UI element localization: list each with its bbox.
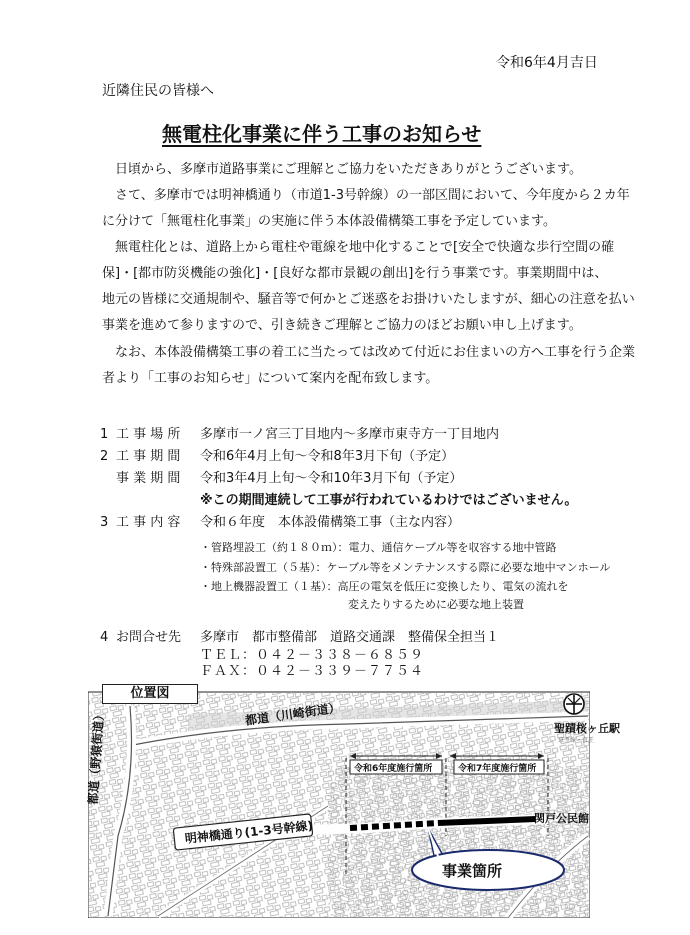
item-2b-label: 事 業 期 間 <box>116 471 181 486</box>
issue-date: 令和6年4月吉日 <box>496 55 598 71</box>
item-4-number: 4 <box>100 630 109 645</box>
item-2-label: 工 事 期 間 <box>116 449 181 464</box>
paragraph-line: さて、多摩市では明神橋通り（市道1-3号幹線）の一部区間において、今年度から２カ年 <box>115 188 630 203</box>
item-1-value: 多摩市一ノ宮三丁目地内～多摩市東寺方一丁目地内 <box>200 427 500 442</box>
period-note: ※この期間連続して工事が行われているわけではございません。 <box>200 493 578 508</box>
phase-label-r7: 令和7年度施行箇所 <box>458 764 537 774</box>
paragraph-line: 日頃から、多摩市道路事業にご理解とご協力をいただきありがとうございます。 <box>115 162 582 177</box>
route-section-r7 <box>438 819 536 823</box>
road-label-kawasaki: 都道（川崎街道） <box>244 700 342 728</box>
paragraph-1 <box>102 157 602 183</box>
contact-fax: ＦＡＸ：０４２－３３９－７７５４ <box>200 664 425 679</box>
item-2-value: 令和6年4月上旬～令和8年3月下旬（予定） <box>200 449 455 464</box>
station-label: 聖蹟桜ヶ丘駅 <box>554 722 620 735</box>
paragraph-3 <box>102 235 635 339</box>
paragraph-line: 無電柱化とは、道路上から電柱や電線を地中化することで[安全で快適な歩行空間の確 <box>115 240 615 255</box>
work-item-ground-equipment-cont: 変えたりするために必要な地上装置 <box>348 598 524 611</box>
item-4-value: 多摩市 都市整備部 道路交通課 整備保全担当１ <box>200 630 500 645</box>
map-drawing <box>88 686 590 918</box>
map-label: 位置図 <box>102 684 198 704</box>
paragraph-line: なお、本体設備構築工事の着工に当たっては改めて付近にお住まいの方へ工事を行う企業 <box>115 345 636 360</box>
work-item-ground-equipment: ・地上機器設置工（１基）：高圧の電気を低圧に変換したり、電気の流れを <box>200 580 569 593</box>
community-hall-label: 関戸公民館 <box>534 812 589 825</box>
phase-label-r6: 令和6年度施行箇所 <box>354 764 433 774</box>
project-site-label: 事業箇所 <box>442 862 503 880</box>
item-4-label: お問合せ先 <box>116 630 182 645</box>
paragraph-2 <box>102 183 630 235</box>
item-3-number: 3 <box>100 515 109 530</box>
item-1-label: 工 事 場 所 <box>116 427 181 442</box>
paragraph-line: 事業を進めて参りますので、引き続きご理解とご協力のほどお願い申し上げます。 <box>102 318 582 333</box>
item-3-value: 令和６年度 本体設備構築工事（主な内容） <box>200 515 461 530</box>
station-sublabel: 京王線・京王 <box>558 737 595 744</box>
paragraph-line: 地元の皆様に交通規制や、騒音等で何かとご迷惑をお掛けいたしますが、細心の注意を払い <box>102 292 635 307</box>
location-map <box>85 686 620 918</box>
road-label-yaen: 都道（野猿街道） <box>85 708 107 806</box>
paragraph-line: に分けて「無電柱化事業」の実施に伴う本体設備構築工事を予定しています。 <box>102 214 556 229</box>
road-label-myojinbashi: 明神橋通り(1-3号幹線) <box>184 818 314 846</box>
item-2b-value: 令和3年4月上旬～令和10年3月下旬（予定） <box>200 471 463 486</box>
item-3-label: 工 事 内 容 <box>116 515 181 530</box>
work-item-manhole: ・特殊部設置工（５基）：ケーブル等をメンテナンスする際に必要な地中マンホール <box>200 561 611 574</box>
paragraph-line: 者より「工事のお知らせ」について案内を配布致します。 <box>102 371 439 386</box>
page-title: 無電柱化事業に伴う工事のお知らせ <box>162 122 482 146</box>
greeting: 近隣住民の皆様へ <box>102 83 214 99</box>
item-2-number: 2 <box>100 449 109 464</box>
item-1-number: 1 <box>100 427 109 442</box>
paragraph-line: 保]・[都市防災機能の強化]・[良好な都市景観の創出]を行う事業です。事業期間中は、 <box>102 266 608 281</box>
paragraph-4 <box>102 340 636 392</box>
contact-tel: ＴＥＬ：０４２－３３８－６８５９ <box>200 648 425 663</box>
work-item-conduit: ・管路埋設工（約１８０ｍ）：電力、通信ケーブル等を収容する地中管路 <box>200 541 557 554</box>
